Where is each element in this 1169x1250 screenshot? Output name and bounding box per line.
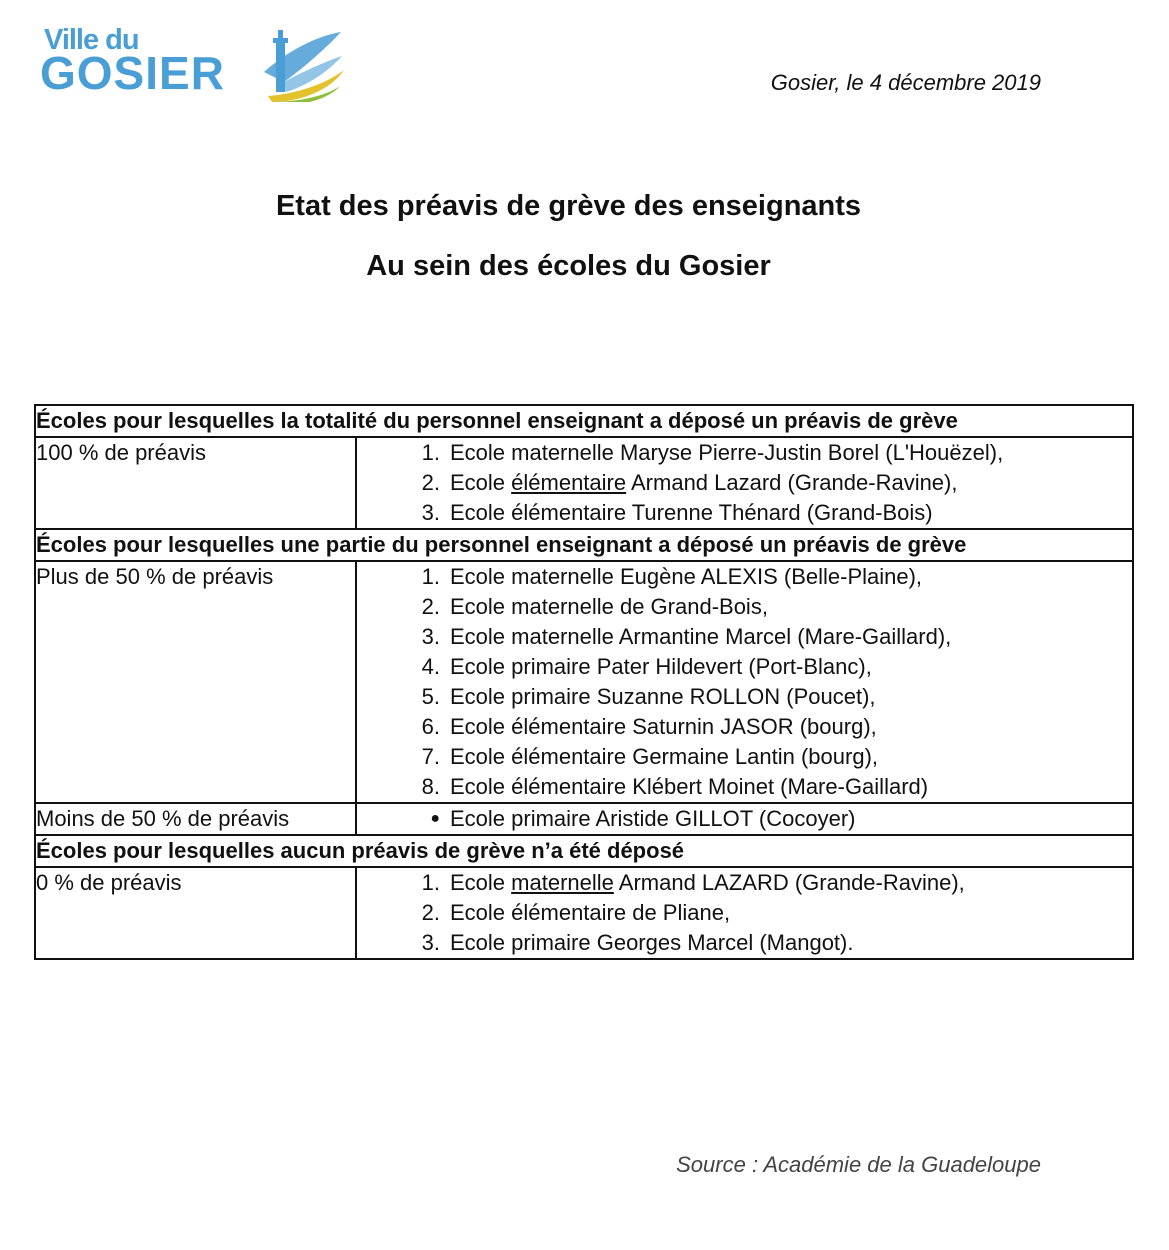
school-name: Ecole primaire Aristide GILLOT (Cocoyer) xyxy=(450,806,856,831)
school-list xyxy=(357,562,1132,802)
school-name: Ecole primaire Georges Marcel (Mangot). xyxy=(450,930,854,955)
school-name: Ecole maternelle de Grand-Bois, xyxy=(450,594,768,619)
school-list xyxy=(357,438,1132,528)
document-date: Gosier, le 4 décembre 2019 xyxy=(770,70,1041,95)
table-row xyxy=(35,867,1133,959)
school-name xyxy=(450,468,957,498)
list-number: 3. xyxy=(421,930,440,955)
list-number: 6. xyxy=(421,714,440,739)
section-heading-row xyxy=(35,835,1133,867)
school-name: Ecole élémentaire de Pliane, xyxy=(450,900,731,925)
list-item xyxy=(357,928,1132,958)
list-item xyxy=(357,592,1132,622)
rate-label: Moins de 50 % de préavis xyxy=(35,803,356,835)
school-list-cell xyxy=(356,561,1133,803)
school-name: Ecole maternelle Maryse Pierre-Justin Borel (L'Houëzel), xyxy=(450,440,1004,465)
school-name-part: Armand Lazard (Grande-Ravine), xyxy=(626,470,958,495)
school-name: Ecole élémentaire Klébert Moinet (Mare-Gaillard) xyxy=(450,774,929,799)
list-number: 1. xyxy=(421,870,440,895)
strike-notice-table xyxy=(34,404,1134,960)
list-item xyxy=(357,898,1132,928)
list-item xyxy=(357,742,1132,772)
list-item xyxy=(357,498,1132,528)
logo-text-gosier: GOSIER xyxy=(40,47,225,99)
list-item xyxy=(357,772,1132,802)
table-row xyxy=(35,437,1133,529)
list-item xyxy=(357,622,1132,652)
list-number: 1. xyxy=(421,440,440,465)
table-row xyxy=(35,561,1133,803)
source-note: Source : Académie de la Guadeloupe xyxy=(676,1152,1041,1177)
list-number: 1. xyxy=(421,564,440,589)
list-number: 3. xyxy=(421,624,440,649)
list-item xyxy=(357,562,1132,592)
list-number: 7. xyxy=(421,744,440,769)
list-number: 8. xyxy=(421,774,440,799)
rate-label: 100 % de préavis xyxy=(35,437,356,529)
school-name: Ecole primaire Suzanne ROLLON (Poucet), xyxy=(450,684,876,709)
section-heading-row xyxy=(35,529,1133,561)
logo-text-ville-du: Ville du xyxy=(44,24,139,56)
list-item xyxy=(357,682,1132,712)
list-number: 2. xyxy=(421,470,440,495)
list-item xyxy=(357,468,1132,498)
list-number: 3. xyxy=(421,500,440,525)
school-list-cell xyxy=(356,867,1133,959)
school-name: Ecole élémentaire Germaine Lantin (bourg), xyxy=(450,744,879,769)
document-title: Etat des préavis de grève des enseignants xyxy=(275,190,862,222)
school-name: Ecole élémentaire Saturnin JASOR (bourg), xyxy=(450,714,877,739)
bullet-icon: ● xyxy=(430,810,440,827)
rate-label: Plus de 50 % de préavis xyxy=(35,561,356,803)
school-name xyxy=(450,868,965,898)
list-item xyxy=(357,652,1132,682)
school-name-part: Ecole xyxy=(450,870,512,895)
list-number: 5. xyxy=(421,684,440,709)
school-list xyxy=(357,804,1132,834)
school-list xyxy=(357,868,1132,958)
list-item xyxy=(357,712,1132,742)
list-number: 4. xyxy=(421,654,440,679)
underlined-word: maternelle xyxy=(511,870,614,895)
list-number: 2. xyxy=(421,900,440,925)
list-item xyxy=(357,438,1132,468)
document-subtitle: Au sein des écoles du Gosier xyxy=(366,250,771,282)
school-name: Ecole maternelle Eugène ALEXIS (Belle-Plaine), xyxy=(450,564,923,589)
section-heading: Écoles pour lesquelles aucun préavis de grève n’a été déposé xyxy=(35,835,1133,867)
rate-label: 0 % de préavis xyxy=(35,867,356,959)
school-name: Ecole maternelle Armantine Marcel (Mare-Gaillard), xyxy=(450,624,952,649)
school-list-cell xyxy=(356,437,1133,529)
list-item xyxy=(357,868,1132,898)
ville-du-gosier-logo xyxy=(36,22,356,102)
school-list-cell xyxy=(356,803,1133,835)
list-item xyxy=(357,804,1132,834)
section-heading: Écoles pour lesquelles la totalité du personnel enseignant a déposé un préavis de grève xyxy=(35,405,1133,437)
school-name: Ecole élémentaire Turenne Thénard (Grand-Bois) xyxy=(450,500,933,525)
school-name-part: Armand LAZARD (Grande-Ravine), xyxy=(613,870,965,895)
school-name: Ecole primaire Pater Hildevert (Port-Blanc), xyxy=(450,654,872,679)
section-heading: Écoles pour lesquelles une partie du personnel enseignant a déposé un préavis de grève xyxy=(35,529,1133,561)
section-heading-row xyxy=(35,405,1133,437)
school-name-part: Ecole xyxy=(450,470,512,495)
list-number: 2. xyxy=(421,594,440,619)
underlined-word: élémentaire xyxy=(511,470,627,495)
table-row xyxy=(35,803,1133,835)
